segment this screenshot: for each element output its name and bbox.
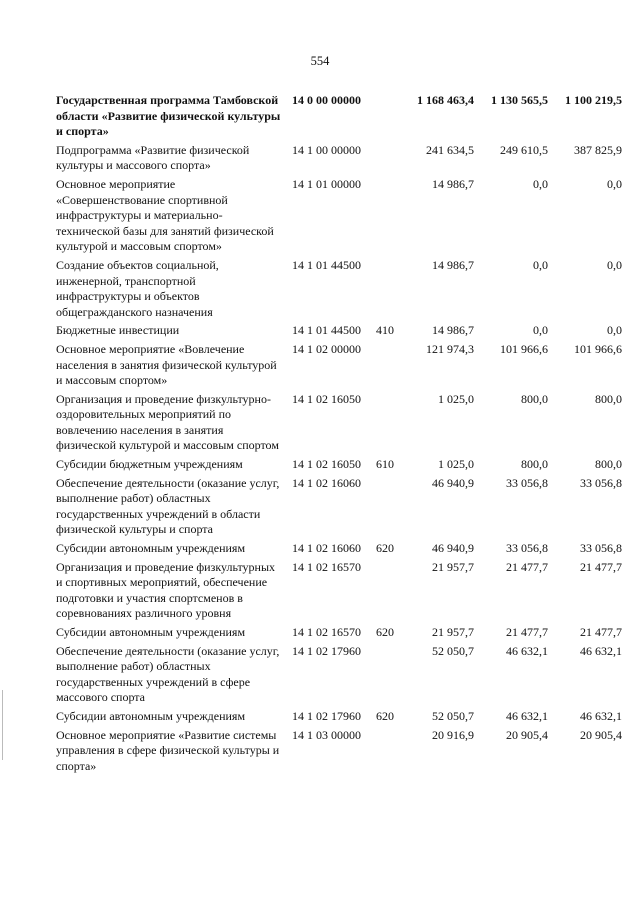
row-name: Субсидии автономным учреждениям [56,708,246,723]
row-value-1: 14 986,7 [432,176,474,191]
row-expense-type [376,560,400,625]
row-code: 14 1 02 17960 [292,708,361,723]
row-value-3: 33 056,8 [580,541,622,556]
row-value-1: 52 050,7 [432,708,474,723]
row-value-3: 21 477,7 [580,625,622,639]
row-name: Основное мероприятие «Вовлечение населения в занятия физической культурой и массовым спортом» [56,341,277,388]
row-value-3: 1 100 219,5 [565,93,622,107]
row-code: 14 1 03 00000 [292,727,361,742]
row-value-2: 21 477,7 [506,625,548,639]
table-row [56,143,622,177]
row-name: Обеспечение деятельности (оказание услуг, выполнение работ) областных государственных учреждений в области физической культуры и спорта [56,475,280,537]
row-name: Субсидии автономным учреждениям [56,541,246,556]
row-name: Организация и проведение физкультурных и спортивных мероприятий, обеспечение подготовки и участия спортсменов в соревнованиях различного уровня [56,559,276,621]
row-value-3: 33 056,8 [580,475,622,490]
row-code: 14 1 02 16060 [292,475,361,490]
table-row [56,457,622,476]
row-value-3: 46 632,1 [580,708,622,723]
row-value-2: 46 632,1 [506,643,548,658]
row-expense-type [376,258,400,323]
row-expense-type [376,476,400,541]
row-name: Основное мероприятие «Развитие системы управления в сфере физической культуры и спорта» [56,727,280,773]
row-expense-type [376,644,400,709]
row-code: 14 1 02 17960 [292,643,361,658]
row-name: Основное мероприятие «Совершенствование спортивной инфраструктуры и материально-технической базы для занятий физической культурой и массовым спортом» [56,176,274,254]
row-expense-type: 410 [376,323,394,338]
row-value-1: 21 957,7 [432,559,474,574]
row-code: 14 1 00 00000 [292,142,361,157]
row-code: 14 1 02 00000 [292,341,361,356]
row-value-2: 800,0 [521,457,548,472]
row-value-1: 1 168 463,4 [417,93,474,107]
row-name: Создание объектов социальной, инженерной, транспортной инфраструктуры и объектов общегражданского назначения [56,257,219,319]
row-value-3: 21 477,7 [580,559,622,574]
row-code: 14 1 02 16570 [292,559,361,574]
table-row [56,342,622,392]
row-value-1: 14 986,7 [432,323,474,338]
row-value-1: 1 025,0 [438,391,474,406]
row-value-3: 0,0 [607,257,622,272]
row-value-3: 800,0 [595,391,622,406]
row-value-3: 387 825,9 [574,142,622,157]
row-code: 14 1 01 44500 [292,323,361,338]
row-code: 14 1 02 16570 [292,625,361,639]
row-expense-type [376,342,400,392]
row-name: Бюджетные инвестиции [56,323,180,338]
row-expense-type [376,728,400,778]
row-code: 14 1 02 16050 [292,457,361,472]
row-value-1: 1 025,0 [438,457,474,472]
row-value-1: 241 634,5 [426,142,474,157]
row-value-2: 33 056,8 [506,541,548,556]
row-value-2: 46 632,1 [506,708,548,723]
row-value-2: 0,0 [533,323,548,338]
row-expense-type [376,143,400,177]
row-value-1: 21 957,7 [432,625,474,639]
table-row [56,541,622,560]
scan-margin-mark [2,690,3,760]
row-expense-type: 620 [376,708,394,723]
row-value-2: 0,0 [533,176,548,191]
row-value-2: 249 610,5 [500,142,548,157]
row-value-2: 0,0 [533,257,548,272]
row-expense-type [376,392,400,457]
row-expense-type [376,93,400,143]
table-row [56,476,622,541]
row-name: Субсидии автономным учреждениям [56,625,246,639]
row-value-1: 14 986,7 [432,257,474,272]
row-code: 14 1 02 16060 [292,541,361,556]
page-number: 554 [310,54,330,68]
row-name: Субсидии бюджетным учреждениям [56,457,243,472]
row-value-3: 0,0 [607,323,622,338]
row-value-2: 101 966,6 [500,341,548,356]
table-row [56,625,622,644]
table-row [56,392,622,457]
table-row [56,93,622,143]
row-value-3: 46 632,1 [580,643,622,658]
row-expense-type [376,177,400,258]
table-row [56,728,622,778]
row-expense-type: 610 [376,457,394,472]
row-code: 14 1 01 44500 [292,257,361,272]
row-name: Государственная программа Тамбовской области «Развитие физической культуры и спорта» [56,93,281,139]
row-value-2: 1 130 565,5 [491,93,548,107]
row-value-1: 52 050,7 [432,643,474,658]
row-value-1: 46 940,9 [432,475,474,490]
row-code: 14 1 02 16050 [292,391,361,406]
table-row [56,644,622,709]
row-name: Подпрограмма «Развитие физической культуры и массового спорта» [56,142,250,173]
row-value-1: 46 940,9 [432,541,474,556]
row-value-1: 121 974,3 [426,341,474,356]
row-code: 14 0 00 00000 [292,93,361,107]
table-row [56,323,622,342]
row-value-3: 0,0 [607,176,622,191]
row-value-2: 20 905,4 [506,727,548,742]
row-value-3: 800,0 [595,457,622,472]
row-expense-type: 620 [376,541,394,556]
row-value-2: 21 477,7 [506,559,548,574]
row-value-1: 20 916,9 [432,727,474,742]
row-value-3: 101 966,6 [574,341,622,356]
row-expense-type: 620 [376,625,394,639]
row-code: 14 1 01 00000 [292,176,361,191]
table-row [56,709,622,728]
row-value-2: 33 056,8 [506,475,548,490]
table-row [56,560,622,625]
row-name: Обеспечение деятельности (оказание услуг, выполнение работ) областных государственных учреждений в сфере массового спорта [56,643,280,705]
table-row [56,177,622,258]
row-name: Организация и проведение физкультурно-оздоровительных мероприятий по вовлечению населения в занятия физической культурой и массовым спортом [56,391,279,453]
row-value-3: 20 905,4 [580,727,622,742]
row-value-2: 800,0 [521,391,548,406]
table-row [56,258,622,323]
budget-table [56,93,622,777]
